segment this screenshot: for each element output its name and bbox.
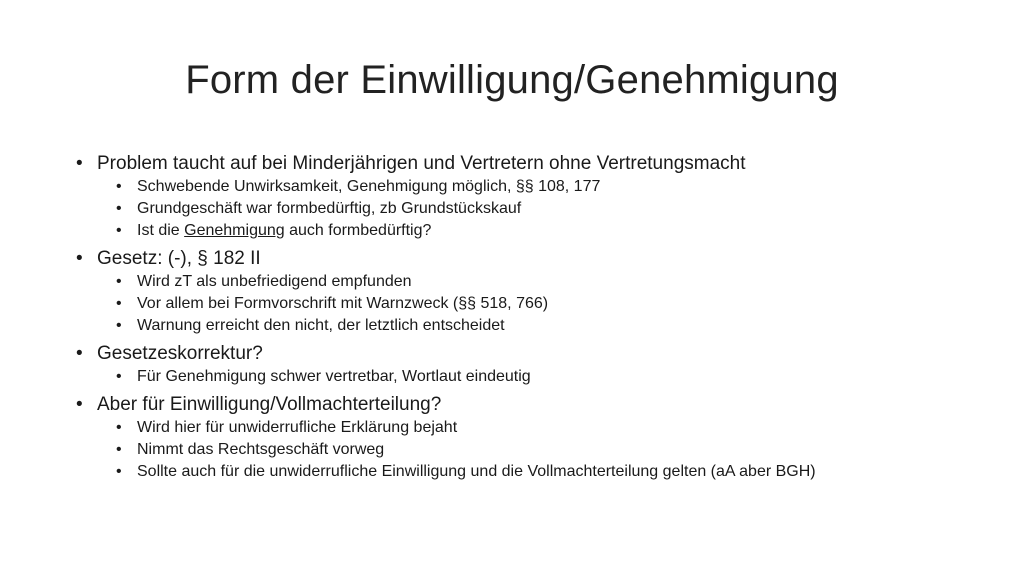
bullet-text: Aber für Einwilligung/Vollmachterteilung? (97, 394, 442, 415)
bullet-point (76, 247, 996, 271)
bullet-icon: • (116, 368, 122, 385)
bullet-icon: • (76, 394, 83, 415)
sub-bullet-point (76, 439, 996, 461)
sub-bullet-text-before: Ist die (137, 222, 185, 239)
bullet-icon: • (116, 222, 122, 239)
bullet-icon: • (116, 295, 122, 312)
bullet-icon: • (116, 419, 122, 436)
bullet-text: Gesetzeskorrektur? (97, 343, 263, 364)
bullet-icon: • (76, 248, 83, 269)
sub-bullet-text: Grundgeschäft war formbedürftig, zb Grundstückskauf (137, 200, 522, 217)
sub-bullet-point (76, 176, 996, 198)
bullet-icon: • (116, 317, 122, 334)
bullet-icon: • (76, 153, 83, 174)
sub-bullet-point (76, 198, 996, 220)
bullet-point (76, 152, 996, 176)
bullet-text: Problem taucht auf bei Minderjährigen und Vertretern ohne Vertretungsmacht (97, 153, 746, 174)
bullet-point (76, 342, 996, 366)
sub-bullet-text: Wird hier für unwiderrufliche Erklärung bejaht (137, 419, 458, 436)
bullet-icon: • (116, 273, 122, 290)
bullet-icon: • (76, 343, 83, 364)
sub-bullet-point (76, 461, 996, 483)
bullet-icon: • (116, 441, 122, 458)
sub-bullet-point (76, 220, 996, 242)
sub-bullet-point (76, 315, 996, 337)
sub-bullet-point (76, 417, 996, 439)
underlined-term: Genehmigung (184, 222, 285, 239)
sub-bullet-text: Vor allem bei Formvorschrift mit Warnzweck (§§ 518, 766) (137, 295, 549, 312)
sub-bullet-text: Nimmt das Rechtsgeschäft vorweg (137, 441, 385, 458)
sub-bullet-text: Warnung erreicht den nicht, der letztlich entscheidet (137, 317, 505, 334)
sub-bullet-text: Wird zT als unbefriedigend empfunden (137, 273, 412, 290)
sub-bullet-text: Schwebende Unwirksamkeit, Genehmigung möglich, §§ 108, 177 (137, 178, 601, 195)
bullet-icon: • (116, 200, 122, 217)
bullet-icon: • (116, 178, 122, 195)
sub-bullet-point (76, 293, 996, 315)
bullet-list (76, 152, 996, 483)
sub-bullet-point (76, 366, 996, 388)
sub-bullet-point (76, 271, 996, 293)
slide-title: Form der Einwilligung/Genehmigung (185, 58, 839, 102)
bullet-point (76, 393, 996, 417)
bullet-text: Gesetz: (-), § 182 II (97, 248, 261, 269)
sub-bullet-text: Für Genehmigung schwer vertretbar, Wortlaut eindeutig (137, 368, 531, 385)
bullet-icon: • (116, 463, 122, 480)
sub-bullet-text: Sollte auch für die unwiderrufliche Einwilligung und die Vollmachterteilung gelten (aA aber BGH) (137, 463, 816, 480)
sub-bullet-text-after: auch formbedürftig? (284, 222, 432, 239)
